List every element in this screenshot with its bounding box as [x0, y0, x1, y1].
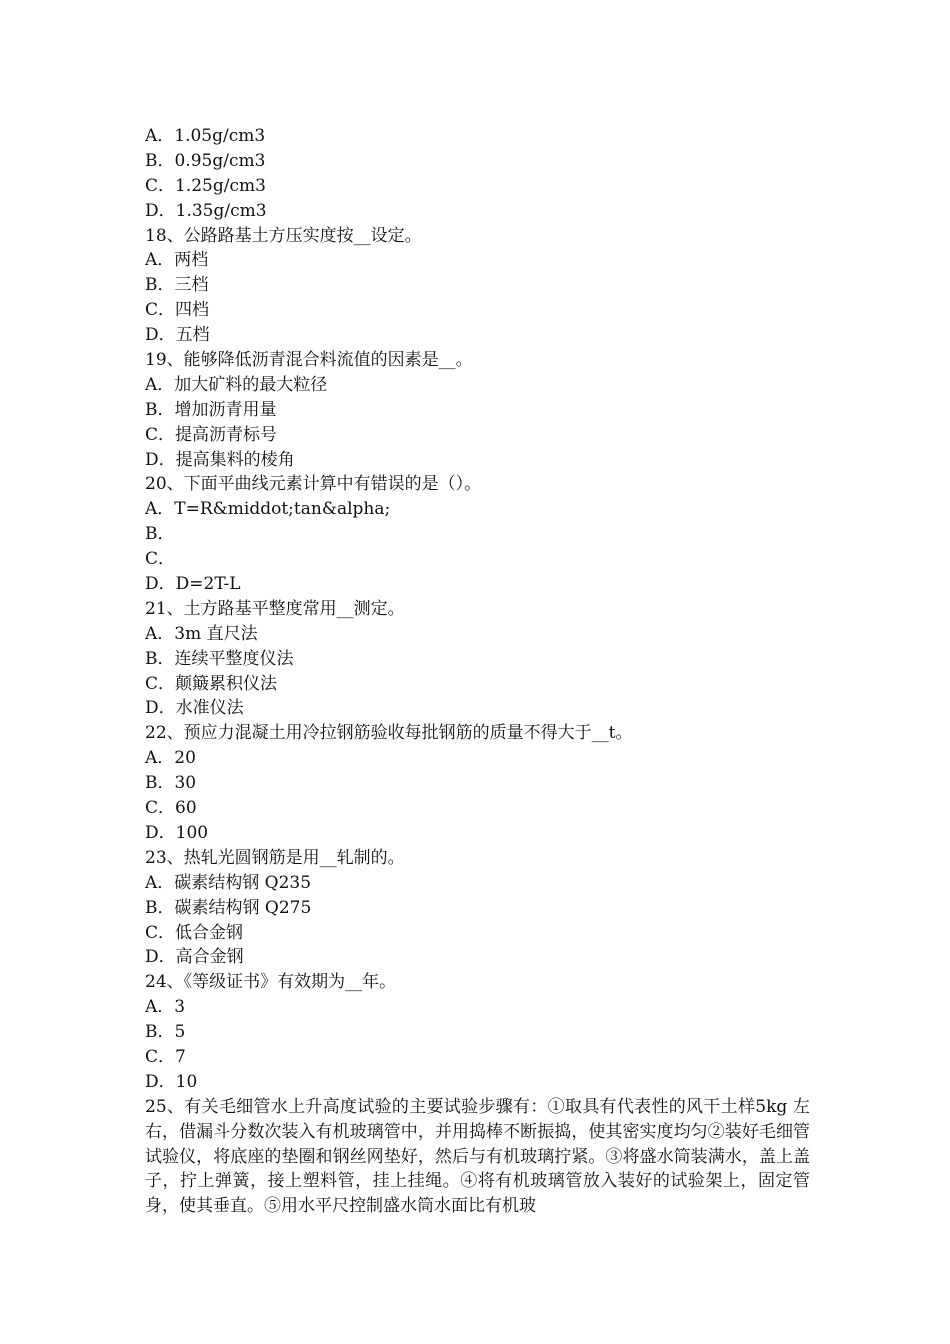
question-20: 20、下面平曲线元素计算中有错误的是（）。: [145, 474, 482, 495]
option-line: A．加大矿料的最大粒径: [145, 374, 328, 395]
option-line: D．10: [145, 1071, 198, 1092]
option-line: B．增加沥青用量: [145, 399, 277, 420]
option-line: C．低合金钢: [145, 922, 244, 943]
document-page: [145, 124, 810, 1219]
option-line: B．连续平整度仪法: [145, 648, 294, 669]
option-line: A．3m 直尺法: [145, 623, 258, 644]
option-line: D．D=2T-L: [145, 574, 241, 595]
option-line: A．1.05g/cm3: [145, 126, 266, 146]
option-line: C．四档: [145, 300, 210, 321]
option-line: B．: [145, 524, 175, 545]
option-line: A．碳素结构钢 Q235: [145, 872, 312, 893]
option-line: D．高合金钢: [145, 947, 244, 968]
option-line: A．两档: [145, 250, 209, 271]
option-line: A．T=R&middot;tan&alpha;: [145, 499, 391, 520]
question-22: 22、预应力混凝土用冷拉钢筋验收每批钢筋的质量不得大于__t。: [145, 723, 633, 744]
question-21: 21、土方路基平整度常用__测定。: [145, 598, 405, 619]
option-line: B．0.95g/cm3: [145, 150, 266, 171]
option-line: C．7: [145, 1046, 186, 1067]
option-line: D．提高集料的棱角: [145, 449, 295, 470]
option-line: B．碳素结构钢 Q275: [145, 897, 312, 918]
option-line: D．五档: [145, 325, 210, 346]
option-line: D．1.35g/cm3: [145, 200, 267, 221]
option-line: A．3: [145, 997, 186, 1018]
question-24: 24、《等级证书》有效期为__年。: [145, 972, 397, 993]
question-25-paragraph: 25、有关毛细管水上升高度试验的主要试验步骤有：①取具有代表性的风干土样5kg 左右，借漏斗分数次装入有机玻璃管中，并用捣棒不断振捣，使其密实度均匀②装好毛细管试验仪，将底座的垫圈和钢丝网垫好，然后与有机玻璃拧紧。③将盛水筒装满水，盖上盖子，拧上弹簧，接上塑料管，挂上挂绳。④将有机玻璃管放入装好的试验架上，固定管身，使其垂直。⑤用水平尺控制盛水筒水面比有机玻: [145, 1096, 810, 1217]
option-line: C．60: [145, 798, 197, 819]
question-19: 19、能够降低沥青混合料流值的因素是__。: [145, 350, 473, 371]
option-line: C．提高沥青标号: [145, 424, 278, 445]
question-18: 18、公路路基土方压实度按__设定。: [145, 225, 422, 246]
option-line: C．1.25g/cm3: [145, 175, 266, 196]
option-line: B．30: [145, 773, 197, 794]
option-line: A．20: [145, 748, 196, 769]
option-line: B．5: [145, 1022, 186, 1043]
option-line: D．水准仪法: [145, 698, 244, 719]
question-23: 23、热轧光圆钢筋是用__轧制的。: [145, 847, 405, 868]
option-line: C．: [145, 549, 176, 570]
option-line: D．100: [145, 822, 209, 843]
option-line: C．颠簸累积仪法: [145, 673, 278, 694]
option-line: B．三档: [145, 275, 209, 296]
